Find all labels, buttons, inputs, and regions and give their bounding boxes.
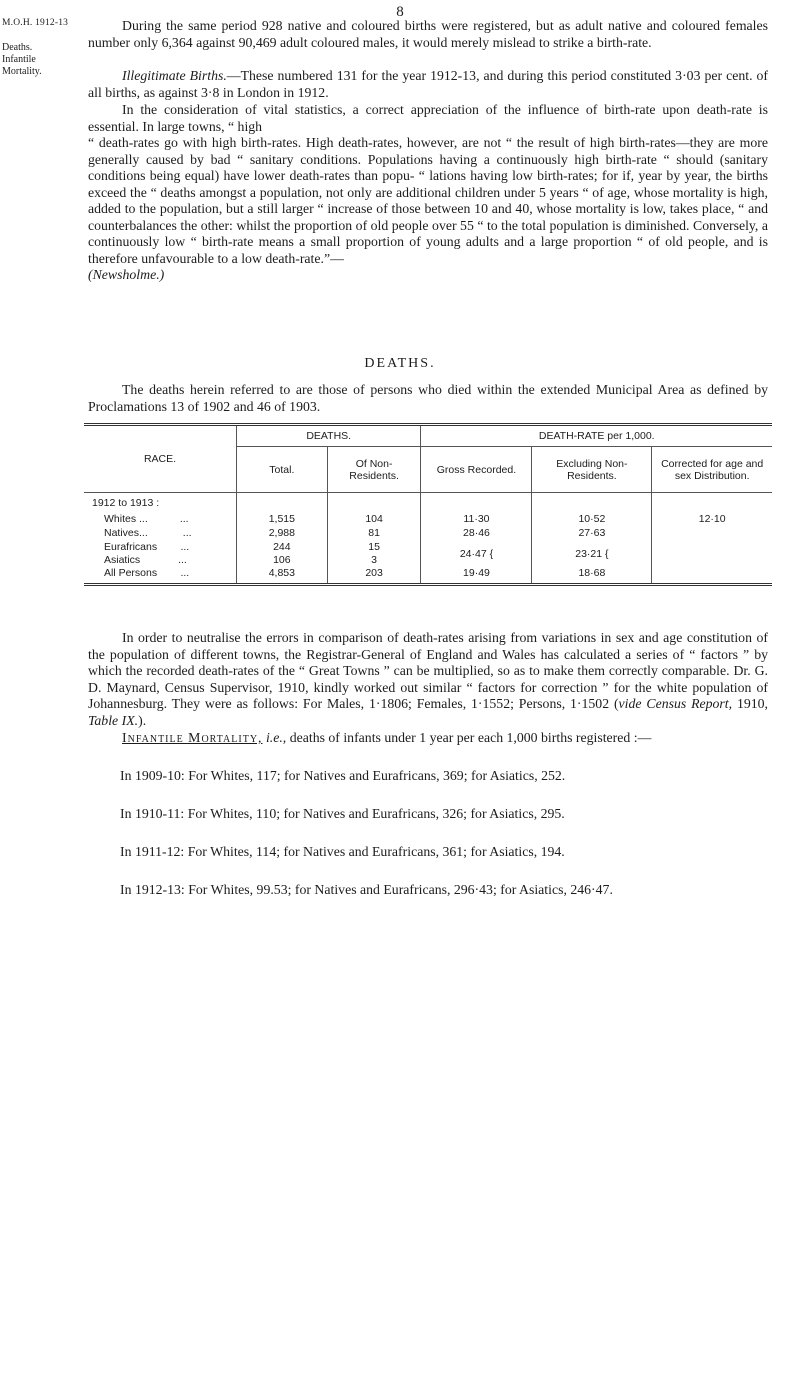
list-item: In 1909-10: For Whites, 117; for Natives and Eurafricans, 369; for Asiatics, 252. xyxy=(120,768,566,783)
header-death-rate: DEATH-RATE per 1,000. xyxy=(421,425,772,447)
header-non-residents: Of Non-Residents. xyxy=(327,447,421,493)
table-row: All Persons ... 4,853 203 19·49 18·68 xyxy=(84,567,772,585)
header-excluding: Excluding Non-Residents. xyxy=(532,447,652,493)
table-row: Eurafricans ... 244 15 24·47 { 23·21 { xyxy=(84,541,772,554)
period-label: 1912 to 1913 : xyxy=(92,496,160,509)
vital-source: (Newsholme.) xyxy=(88,267,165,282)
header-corrected: Corrected for age and sex Distribution. xyxy=(652,447,772,493)
infantile-paragraph: Infantile Mortality, i.e., deaths of infants under 1 year per each 1,000 births registered :— xyxy=(122,730,652,745)
margin-notes xyxy=(2,42,62,78)
table-row: Asiatics ... 106 3 xyxy=(84,554,772,567)
factors-paragraph: In order to neutralise the errors in comparison of death-rates arising from variations in sex and age constitution of the population of different towns, the Registrar-General of England and Wales has calculated a series of “ factors ” by which the recorded death-rates of the “ Great Towns ” can be multiplied, so as to make them correctly comparable. Dr. G. D. Maynard, Census Supervisor, 1910, kindly worked out similar “ factors for correction ” for the white population of Johannesburg. They were as follows: For Males, 1·1806; Females, 1·1552; Persons, 1·1502 (vide Census Report, 1910, Table IX.). xyxy=(88,630,768,728)
vital-quote: “ death-rates go with high birth-rates. High death-rates, however, are not “ the result of high birth-rates—they are more generally caused by bad “ sanitary conditions. Populations having a continuously high birth-rate “ should (sanitary conditions being equal) have lower death-rates than popu- “ lations having low birth-rates; for if, year by year, the births exceed the “ deaths amongst a population, not only are additional children under 5 years “ of age, whose mortality is high, added to the population, but a still larger “ increase of those between 10 and 40, whose mortality is low, takes place, “ and counterbalances the other: whilst the proportion of old people over 55 “ to the total population is diminished. Conversely, a continuously low “ birth-rate means a small proportion of young adults and a large proportion “ of old people, and is therefore unfavourable to a low death-rate.”— xyxy=(88,135,768,266)
margin-note-mortality: Mortality. xyxy=(2,66,42,77)
deaths-text: The deaths herein referred to are those of persons who died within the extended Municipal Area as defined by Proclamations 13 of 1902 and 46 of 1903. xyxy=(88,382,768,414)
list-item: In 1911-12: For Whites, 114; for Natives and Eurafricans, 361; for Asiatics, 194. xyxy=(120,844,565,859)
header-race: RACE. xyxy=(84,425,236,493)
births-text: During the same period 928 native and coloured births were registered, but as adult native and coloured females number only 6,364 against 90,469 adult coloured males, it would merely mislead to strike a birth-rate. xyxy=(88,18,768,50)
infantile-label: Infantile Mortality, xyxy=(122,730,263,745)
vital-statistics-paragraph xyxy=(88,102,768,284)
page-number: 8 xyxy=(396,4,404,20)
margin-note-infantile: Infantile xyxy=(2,54,36,65)
header-gross: Gross Recorded. xyxy=(421,447,532,493)
illegitimate-label: Illegitimate Births. xyxy=(122,68,227,83)
illegitimate-paragraph xyxy=(88,68,768,101)
table-row: Natives... ... 2,988 81 28·46 27·63 xyxy=(84,526,772,541)
header-deaths: DEATHS. xyxy=(236,425,420,447)
vital-intro: In the consideration of vital statistics, a correct appreciation of the influence of birth-rate upon death-rate is essential. In large towns, “ high xyxy=(88,102,768,134)
list-item: In 1910-11: For Whites, 110; for Natives and Eurafricans, 326; for Asiatics, 295. xyxy=(120,806,565,821)
margin-note-deaths: Deaths. xyxy=(2,42,33,53)
deaths-heading: DEATHS. xyxy=(364,356,436,371)
bracketed-excl: 23·21 xyxy=(575,547,603,560)
illegitimate-text: —These numbered 131 for the year 1912-13, and during this period constituted 3·03 per cent. of all births, as against 3·8 in London in 1912. xyxy=(88,68,769,100)
margin-reference: M.O.H. 1912-13 xyxy=(2,18,69,28)
list-item: In 1912-13: For Whites, 99.53; for Natives and Eurafricans, 296·43; for Asiatics, 246·47. xyxy=(120,882,613,897)
deaths-paragraph xyxy=(88,382,768,415)
table-row: Whites ... ... 1,515 104 11·30 10·52 12·10 xyxy=(84,513,772,526)
deaths-table xyxy=(84,423,772,586)
bracketed-gross: 24·47 xyxy=(459,547,487,560)
births-paragraph xyxy=(88,18,768,51)
header-total: Total. xyxy=(236,447,327,493)
